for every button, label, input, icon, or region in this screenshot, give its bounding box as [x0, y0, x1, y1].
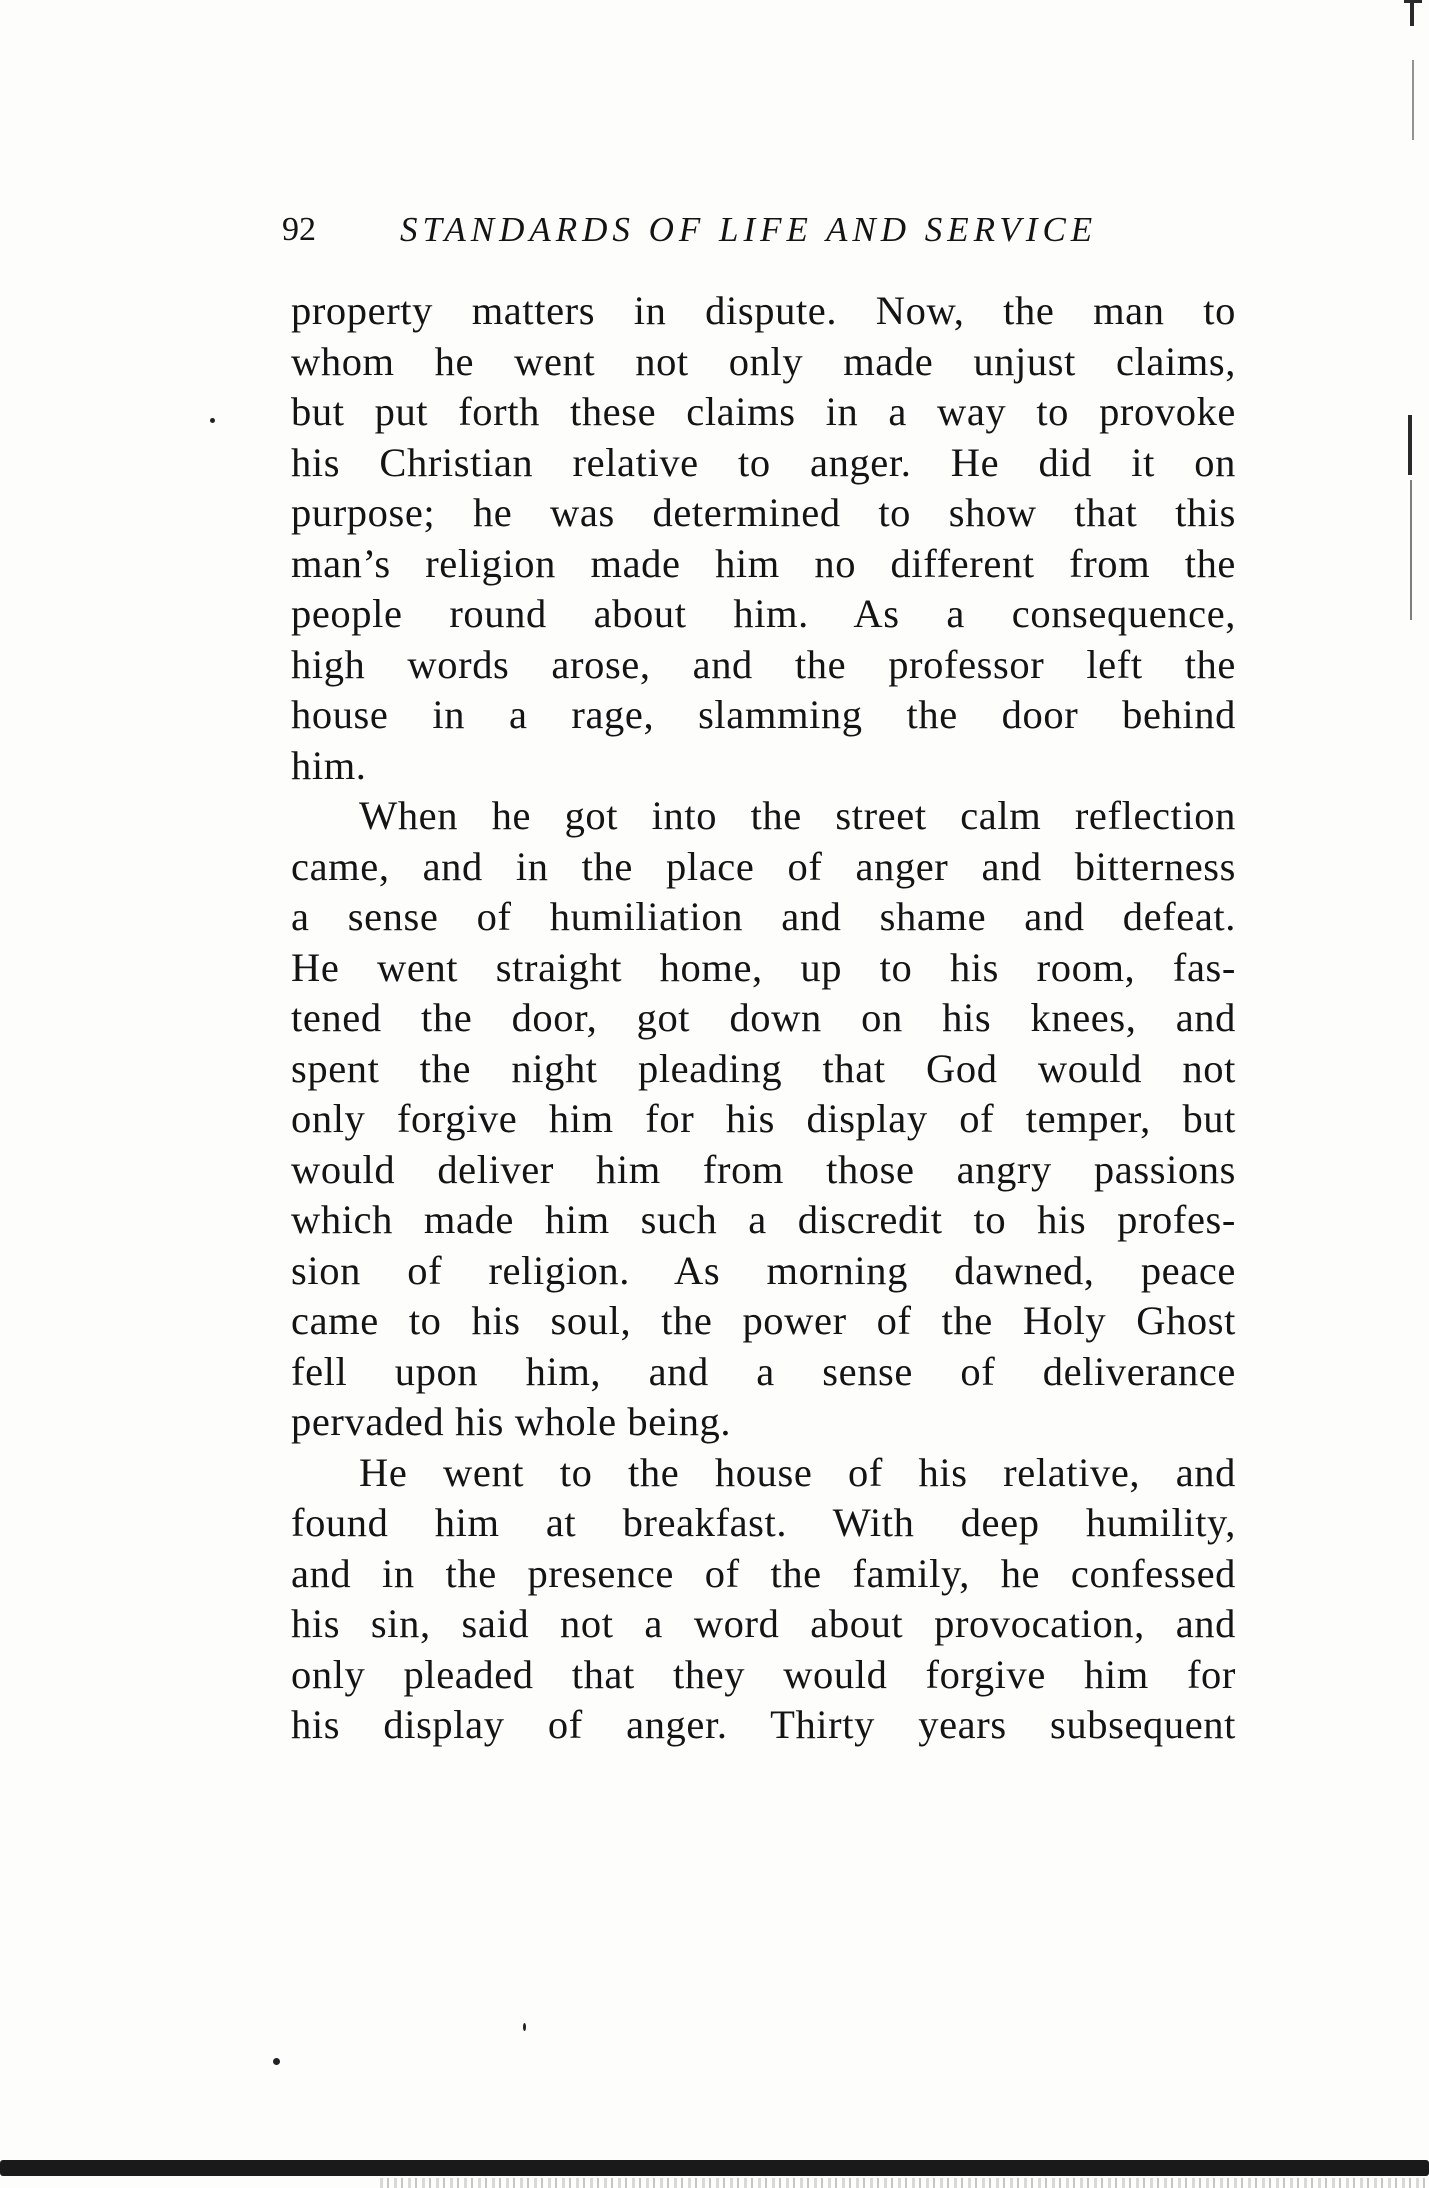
text-line: came to his soul, the power of the Holy Ghost [291, 1298, 1236, 1343]
running-head [282, 205, 1232, 255]
text-line: sion of religion. As morning dawned, peace [291, 1247, 1236, 1293]
text-line: high words arose, and the professor left the [291, 641, 1236, 687]
scan-speck [210, 418, 215, 423]
running-title: STANDARDS OF LIFE AND SERVICE [400, 210, 1098, 249]
text-line: his display of anger. Thirty years subsequent [291, 1702, 1236, 1747]
text-line: tened the door, got down on his knees, and [291, 995, 1236, 1040]
text-line: his sin, said not a word about provocation, and [291, 1601, 1236, 1646]
text-line: his Christian relative to anger. He did it on [291, 439, 1236, 485]
text-line: which made him such a discredit to his profes- [291, 1197, 1236, 1242]
paragraph-1 [291, 286, 1236, 791]
text-line: whom he went not only made unjust claims, [291, 338, 1236, 384]
text-line: He went to the house of his relative, and [359, 1449, 1236, 1495]
text-line: found him at breakfast. With deep humility, [291, 1500, 1236, 1545]
text-line: house in a rage, slamming the door behind [291, 692, 1236, 737]
scan-speck [523, 2023, 526, 2031]
scan-edge-mark [1408, 415, 1412, 475]
text-line: pervaded his whole being. [291, 1399, 732, 1444]
text-line: a sense of humiliation and shame and defeat. [291, 894, 1236, 939]
text-line: came, and in the place of anger and bitterness [291, 843, 1236, 889]
text-line: him. [291, 742, 367, 788]
scan-edge-mark [1412, 60, 1414, 140]
text-line: would deliver him from those angry passions [291, 1146, 1236, 1192]
text-line: fell upon him, and a sense of deliverance [291, 1348, 1236, 1394]
binding-noise [380, 2178, 1429, 2188]
text-line: man’s religion made him no different from the [291, 540, 1236, 586]
paragraph-2 [291, 791, 1236, 1448]
text-line: only forgive him for his display of temper, but [291, 1096, 1236, 1141]
text-line: spent the night pleading that God would not [291, 1045, 1236, 1091]
text-line: but put forth these claims in a way to provoke [291, 389, 1236, 434]
paragraph-3 [291, 1448, 1236, 1751]
page-number: 92 [282, 211, 316, 248]
binding-shadow [0, 2160, 1429, 2176]
text-line: and in the presence of the family, he confessed [291, 1550, 1236, 1596]
text-line: only pleaded that they would forgive him for [291, 1651, 1236, 1697]
text-line: purpose; he was determined to show that this [291, 490, 1236, 535]
text-line: people round about him. As a consequence, [291, 591, 1236, 636]
scan-edge-mark [1404, 0, 1422, 3]
scan-edge-mark [1410, 480, 1412, 620]
text-line: When he got into the street calm reflection [359, 793, 1236, 838]
body-text [291, 286, 1236, 1751]
text-line: He went straight home, up to his room, fas- [291, 944, 1236, 990]
scan-speck [273, 2058, 280, 2065]
text-line: property matters in dispute. Now, the man to [291, 288, 1236, 333]
scan-edge-mark [1410, 0, 1414, 26]
